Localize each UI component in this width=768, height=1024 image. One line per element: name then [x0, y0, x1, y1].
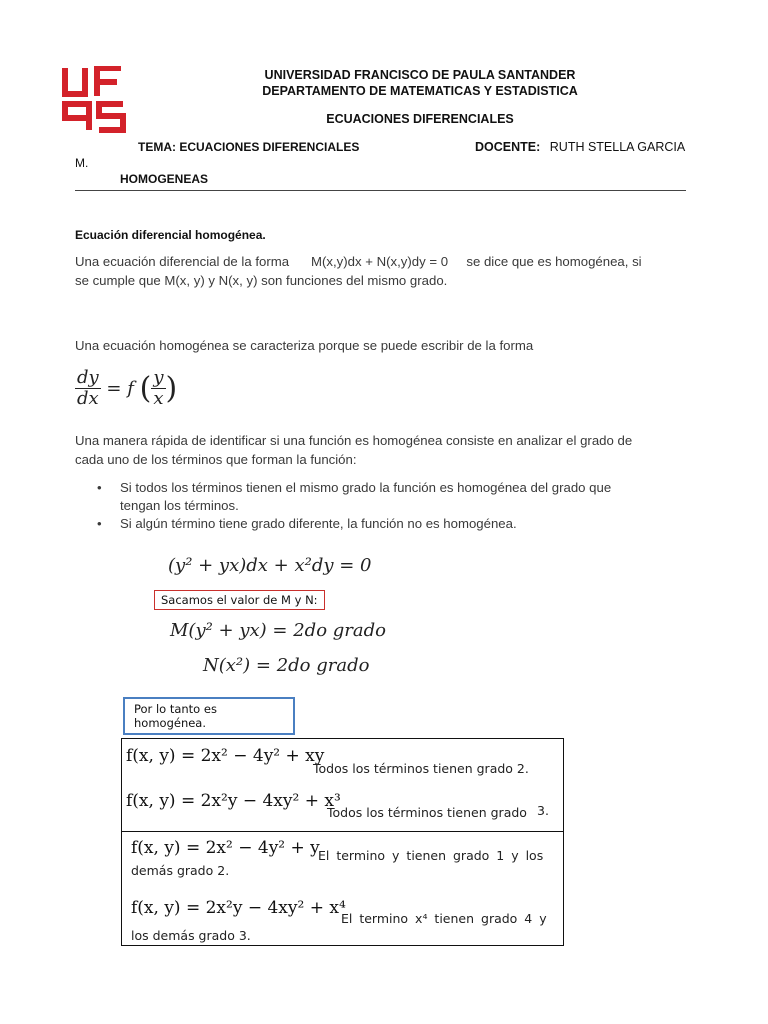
docente-name-cont: M.: [75, 156, 89, 170]
course-title: ECUACIONES DIFERENCIALES: [326, 112, 514, 126]
ufps-logo-graphic: [61, 66, 127, 134]
paragraph-3-line-1: Una manera rápida de identificar si una función es homogénea consiste en analizar el grado de: [75, 433, 633, 448]
ufps-logo: [61, 66, 127, 134]
homogenea-box: Por lo tanto es homogénea.: [123, 697, 295, 735]
table-row-1-function: f(x, y) = 2x² − 4y² + xy: [126, 746, 325, 766]
paragraph-1-line-2: se cumple que M(x, y) y N(x, y) son funciones del mismo grado.: [75, 273, 448, 288]
table-row-4-text-cont: los demás grado 3.: [131, 928, 251, 943]
formula-paren-close: ): [165, 371, 178, 406]
n-degree-line: N(x²) = 2do grado: [203, 655, 370, 676]
bullet-1-line-2: tengan los términos.: [120, 498, 239, 513]
bullet-2-text: Si algún término tiene grado diferente, la función no es homogénea.: [120, 516, 517, 531]
formula-inner-numerator: y: [153, 367, 164, 388]
table-row-3-text: El termino y tienen grado 1 y los: [318, 848, 544, 863]
department-title: DEPARTAMENTO DE MATEMATICAS Y ESTADISTICA: [262, 84, 578, 98]
formula-fraction-rhs: [151, 368, 165, 409]
table-row-1-text: Todos los términos tienen grado 2.: [313, 761, 529, 776]
formula-paren-open: (: [139, 371, 152, 406]
table-row-2-function: f(x, y) = 2x²y − 4xy² + x³: [126, 791, 341, 811]
university-title: UNIVERSIDAD FRANCISCO DE PAULA SANTANDER: [264, 68, 576, 82]
header-divider: [75, 190, 686, 191]
m-degree-line: M(y² + yx) = 2do grado: [170, 620, 386, 641]
table-row-4-text: El termino x⁴ tienen grado 4 y: [341, 911, 547, 926]
formula-fraction-lhs: [75, 368, 101, 409]
docente-label: DOCENTE:: [475, 140, 541, 154]
paragraph-3-line-2: cada uno de los términos que forman la función:: [75, 452, 357, 467]
sacamos-box: Sacamos el valor de M y N:: [154, 590, 325, 610]
example-equation: (y² + yx)dx + x²dy = 0: [168, 555, 372, 576]
docente-line: [475, 140, 685, 154]
formula-equals: = f: [100, 378, 140, 399]
table-row-2-text: Todos los términos tienen grado: [327, 805, 527, 820]
table-row-3-function: f(x, y) = 2x² − 4y² + y: [131, 838, 320, 858]
homogeneous-formula: [75, 368, 177, 409]
formula-numerator: dy: [77, 367, 99, 388]
bullet-1-marker: •: [97, 480, 102, 495]
formula-inner-denominator: x: [153, 388, 164, 409]
docente-name: RUTH STELLA GARCIA: [549, 140, 686, 154]
bullet-2-marker: •: [97, 516, 102, 531]
tema-label: TEMA: ECUACIONES DIFERENCIALES: [138, 140, 360, 154]
table-row-4-function: f(x, y) = 2x²y − 4xy² + x⁴: [131, 898, 346, 918]
table-row-2-text-end: 3.: [537, 803, 549, 818]
section-title: Ecuación diferencial homogénea.: [75, 228, 266, 242]
paragraph-1-line-1: Una ecuación diferencial de la forma M(x,y)dx + N(x,y)dy = 0 se dice que es homogénea, si: [75, 254, 642, 269]
tema-cont: HOMOGENEAS: [120, 172, 209, 186]
bullet-1-line-1: Si todos los términos tienen el mismo grado la función es homogénea del grado que: [120, 480, 612, 495]
formula-denominator: dx: [77, 388, 99, 409]
table-row-3-text-cont: demás grado 2.: [131, 863, 230, 878]
paragraph-2: Una ecuación homogénea se caracteriza porque se puede escribir de la forma: [75, 338, 534, 353]
